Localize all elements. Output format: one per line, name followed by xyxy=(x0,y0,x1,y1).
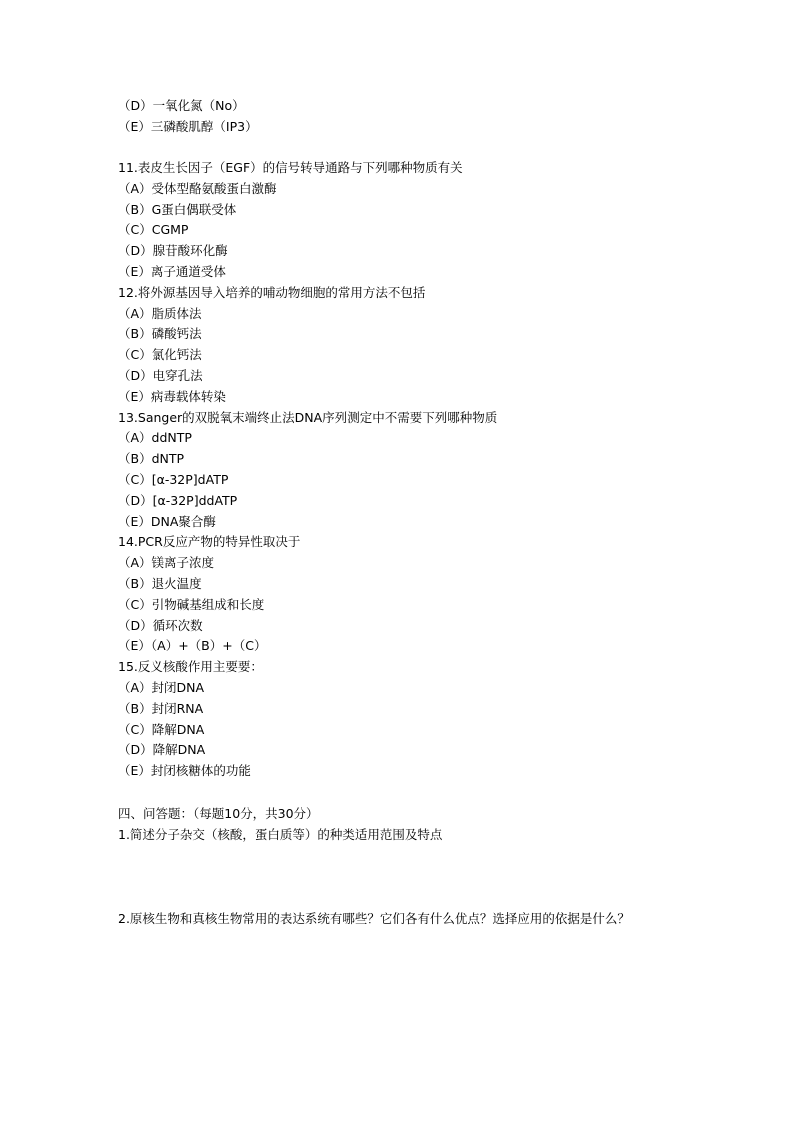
essay-question-1: 1.简述分子杂交（核酸，蛋白质等）的种类适用范围及特点 xyxy=(118,826,443,842)
question-stem: 13.Sanger的双脱氧末端终止法DNA序列测定中不需要下列哪种物质 xyxy=(118,409,498,425)
option-c: （C）降解DNA xyxy=(118,721,205,737)
question-15 xyxy=(118,657,678,782)
option-c: （C）氯化钙法 xyxy=(118,347,202,363)
option-a: （A）脂质体法 xyxy=(118,305,202,321)
question-stem: 12.将外源基因导入培养的哺动物细胞的常用方法不包括 xyxy=(118,284,426,300)
option-c: （C）引物碱基组成和长度 xyxy=(118,596,265,612)
option-d: （D）降解DNA xyxy=(118,742,206,758)
option-b: （B）封闭RNA xyxy=(118,700,204,716)
option-b: （B）退火温度 xyxy=(118,575,202,591)
question-11 xyxy=(118,158,678,283)
question-14 xyxy=(118,532,678,657)
option-e: （E）封闭核糖体的功能 xyxy=(118,763,251,779)
option-e: （E）DNA聚合酶 xyxy=(118,513,216,529)
question-stem: 14.PCR反应产物的特异性取决于 xyxy=(118,534,301,550)
option-e: （E）（A）+（B）+（C） xyxy=(118,638,267,654)
option-b: （B）磷酸钙法 xyxy=(118,326,202,342)
questions-list xyxy=(118,158,678,782)
section-heading: 四、问答题：（每题10分，共30分） xyxy=(118,806,319,821)
carryover-options xyxy=(118,96,678,138)
question-stem: 15.反义核酸作用主要要： xyxy=(118,659,263,675)
option-d: （D）循环次数 xyxy=(118,617,203,633)
option-c: （C）[α-32P]dATP xyxy=(118,471,229,487)
option-e: （E）三磷酸肌醇（IP3） xyxy=(118,118,258,134)
question-13 xyxy=(118,408,678,533)
question-stem: 11.表皮生长因子（EGF）的信号转导通路与下列哪种物质有关 xyxy=(118,160,463,175)
option-d: （D）[α-32P]ddATP xyxy=(118,492,238,508)
option-b: （B）G蛋白偶联受体 xyxy=(118,201,237,217)
option-d: （D）一氧化氮（No） xyxy=(118,98,245,113)
option-a: （A）ddNTP xyxy=(118,430,192,446)
option-e: （E）病毒载体转染 xyxy=(118,388,226,404)
option-a: （A）镁离子浓度 xyxy=(118,555,215,571)
option-a: （A）封闭DNA xyxy=(118,679,205,695)
option-e: （E）离子通道受体 xyxy=(118,263,226,279)
essay-question-2: 2.原核生物和真核生物常用的表达系统有哪些？它们各有什么优点？选择应用的依据是什么？ xyxy=(118,911,630,926)
option-d: （D）电穿孔法 xyxy=(118,367,203,383)
option-b: （B）dNTP xyxy=(118,451,185,467)
section-4 xyxy=(118,804,678,846)
option-a: （A）受体型酪氨酸蛋白激酶 xyxy=(118,180,277,196)
option-c: （C）CGMP xyxy=(118,222,189,238)
question-12 xyxy=(118,283,678,408)
option-d: （D）腺苷酸环化酶 xyxy=(118,243,228,259)
